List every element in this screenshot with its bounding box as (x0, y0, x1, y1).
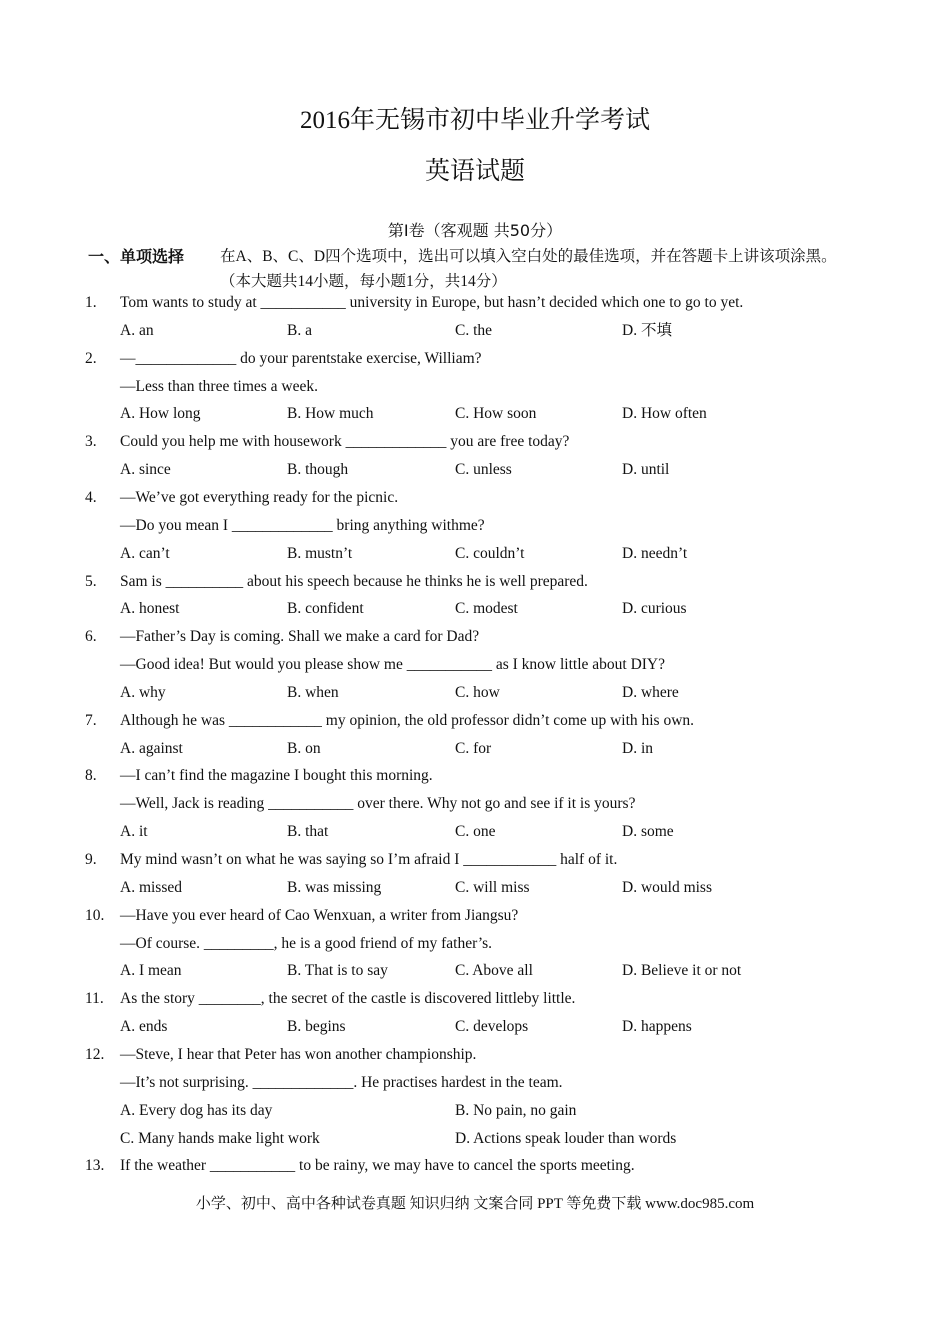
section-instruction: 在A、B、C、D四个选项中，选出可以填入空白处的最佳选项，并在答题卡上讲该项涂黑。 (220, 248, 837, 265)
option: D. needn’t (622, 544, 688, 562)
question-number: 7. (85, 711, 97, 729)
question-text: —_____________ do your parentstake exercise, William? (120, 349, 482, 367)
option: C. for (455, 739, 492, 757)
question-text: —Good idea! But would you please show me ___________ as I know little about DIY? (120, 656, 665, 674)
question-text: —I can’t find the magazine I bought this morning. (120, 767, 433, 785)
option: D. would miss (622, 878, 712, 896)
question-number: 3. (85, 433, 97, 451)
option: C. Above all (455, 962, 533, 980)
question-number: 9. (85, 851, 97, 868)
option: B. That is to say (287, 962, 388, 980)
option: A. Every dog has its day (120, 1101, 273, 1119)
option: C. how (455, 683, 500, 701)
option: C. Many hands make light work (120, 1129, 320, 1147)
option: A. How long (120, 405, 201, 423)
option: B. How much (287, 405, 374, 423)
option: C. unless (455, 461, 512, 479)
option: A. honest (120, 600, 180, 618)
option: C. How soon (455, 405, 537, 423)
option: C. develops (455, 1018, 529, 1036)
option: B. that (287, 823, 329, 841)
question-number: 1. (85, 294, 97, 311)
question-number: 8. (85, 767, 97, 785)
option: D. Actions speak louder than words (455, 1129, 677, 1147)
option: B. confident (287, 600, 364, 618)
option: A. since (120, 461, 171, 479)
question-text: —Father’s Day is coming. Shall we make a card for Dad? (120, 628, 480, 646)
subject-title: 英语试题 (424, 156, 525, 185)
option: A. why (120, 683, 166, 701)
question-text: Although he was ____________ my opinion, the old professor didn’t come up with his own. (120, 711, 695, 729)
question-text: Could you help me with housework _____________ you are free today? (120, 433, 570, 451)
question-text: My mind wasn’t on what he was saying so I’m afraid I ____________ half of it. (120, 851, 618, 868)
section-instruction-detail: （本大题共14小题，每小题1分，共14分） (220, 273, 507, 290)
option: C. the (455, 321, 493, 339)
option: B. begins (287, 1018, 346, 1036)
question-number: 2. (85, 349, 97, 367)
option: A. ends (120, 1018, 168, 1036)
option: C. will miss (455, 878, 530, 896)
question-text: If the weather ___________ to be rainy, we may have to cancel the sports meeting. (120, 1157, 635, 1175)
option: B. No pain, no gain (455, 1101, 577, 1119)
option: A. can’t (120, 544, 170, 562)
option: D. How often (622, 405, 707, 423)
question-number: 13. (85, 1157, 105, 1175)
option: A. against (120, 739, 183, 757)
question-text: —We’ve got everything ready for the picnic. (120, 488, 399, 506)
question-text: —Of course. _________, he is a good friend of my father’s. (120, 934, 493, 952)
question-number: 6. (85, 628, 97, 646)
option: D. happens (622, 1018, 692, 1036)
question-text: —Steve, I hear that Peter has won another championship. (120, 1045, 477, 1063)
option: B. when (287, 683, 339, 701)
option: B. was missing (287, 878, 382, 896)
question-number: 12. (85, 1045, 105, 1063)
option: A. an (120, 321, 154, 339)
question-number: 4. (85, 488, 97, 506)
option: D. in (622, 739, 653, 757)
question-text: —Well, Jack is reading ___________ over there. Why not go and see if it is yours? (120, 795, 636, 813)
option: D. Believe it or not (622, 962, 742, 980)
question-text: —Do you mean I _____________ bring anything withme? (120, 516, 485, 534)
option: A. missed (120, 878, 182, 896)
option: D. where (622, 683, 679, 701)
option: D. until (622, 461, 670, 479)
option: C. one (455, 823, 496, 841)
exam-title: 2016年无锡市初中毕业升学考试 (299, 107, 650, 134)
question-text: —It’s not surprising. _____________. He practises hardest in the team. (120, 1073, 563, 1091)
section-heading: 一、单项选择 (88, 247, 185, 266)
question-text: Tom wants to study at ___________ university in Europe, but hasn’t decided which one to go to yet. (120, 294, 744, 311)
question-text: —Have you ever heard of Cao Wenxuan, a writer from Jiangsu? (120, 906, 519, 924)
option: B. though (287, 461, 349, 479)
question-text: —Less than three times a week. (120, 377, 318, 395)
question-number: 11. (85, 990, 104, 1008)
part-title: 第Ⅰ卷（客观题 共50分） (387, 221, 563, 240)
option: B. mustn’t (287, 544, 353, 562)
question-number: 5. (85, 572, 97, 590)
option: B. on (287, 739, 321, 757)
question-number: 10. (85, 906, 105, 924)
option: B. a (287, 321, 312, 339)
option: D. some (622, 823, 674, 841)
option: C. couldn’t (455, 544, 525, 562)
option: A. it (120, 823, 148, 841)
option: C. modest (455, 600, 518, 618)
option: D. curious (622, 600, 687, 618)
option: A. I mean (120, 962, 182, 980)
option: D. 不填 (622, 321, 672, 339)
question-text: Sam is __________ about his speech because he thinks he is well prepared. (120, 572, 588, 590)
question-text: As the story ________, the secret of the castle is discovered littleby little. (120, 990, 576, 1008)
page-footer: 小学、初中、高中各种试卷真题 知识归纳 文案合同 PPT 等免费下载 www.doc985.com (195, 1196, 755, 1212)
